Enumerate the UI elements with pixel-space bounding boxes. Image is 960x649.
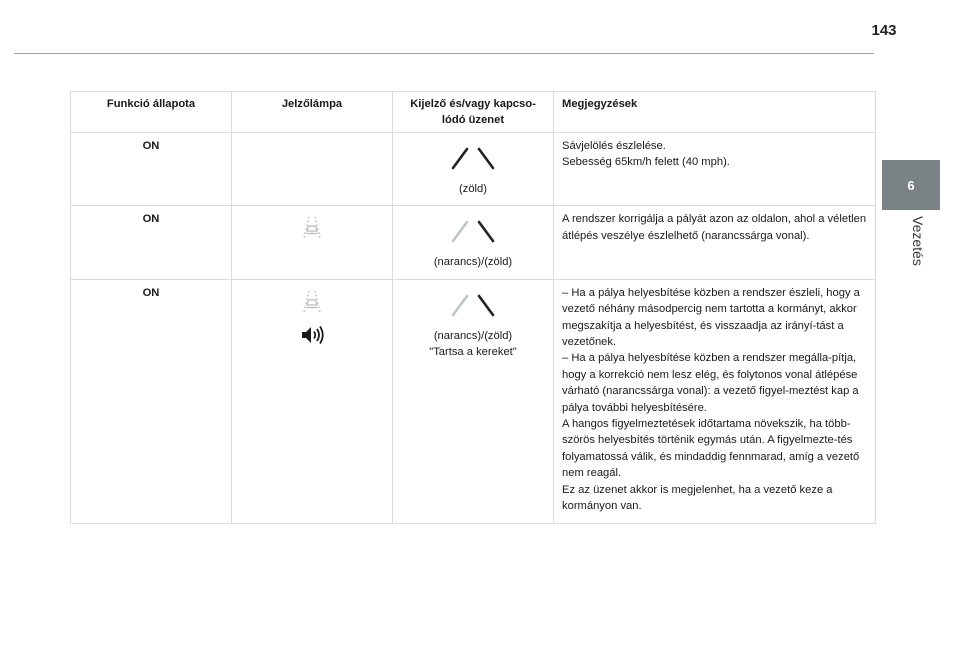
- note-paragraph: – Ha a pálya helyesbítése közben a rendszer megálla-pítja, hogy a korrekció nem lesz elég, és folytonos vonal átlépése várható (narancssárga vonal): a vezető figyel-meztést kap a pálya további helyesbítésére.: [562, 352, 859, 414]
- table-row: [71, 279, 876, 523]
- table-row: [71, 206, 876, 279]
- note-paragraph: – Ha a pálya helyesbítése közben a rendszer észleli, hogy a vezető néhány másodpercig nem tartotta a kormányt, akkor megszakítja a helyesbítést, és visszaadja az irányí-tást a vezetőnek.: [562, 286, 860, 349]
- header-function-state: Funkció állapota: [71, 92, 232, 133]
- header-display-message: Kijelző és/vagy kapcso-lódó üzenet: [393, 92, 554, 133]
- lane-marking-pair-icon: [443, 292, 503, 318]
- note-paragraph: A hangos figyelmeztetések időtartama növekszik, ha több-szörös helyesbítés történik egymás után. A figyelmezte-tés folyamatossá válik, és mindaddig fennmarad, amíg a vezető nem reagál.: [562, 418, 860, 480]
- note-paragraph: Sebesség 65km/h felett (40 mph).: [562, 156, 730, 169]
- speaker-sound-icon: [299, 324, 325, 346]
- lane-marking-pair-icon: [443, 145, 503, 171]
- display-message: "Tartsa a kereket": [429, 346, 517, 359]
- notes-cell: [554, 133, 876, 206]
- header-notes: Megjegyzések: [554, 92, 876, 133]
- notes-cell: [554, 279, 876, 523]
- warning-lamp-cell: [232, 279, 393, 523]
- display-color-text: (zöld): [459, 183, 487, 195]
- lane-marking-pair-icon: [443, 218, 503, 244]
- chapter-tab[interactable]: 6: [882, 160, 940, 210]
- display-cell: [393, 279, 554, 523]
- note-paragraph: A rendszer korrigálja a pályát azon az oldalon, ahol a véletlen átlépés veszélye észlelhető (narancssárga vonal).: [562, 213, 867, 242]
- display-cell: [393, 206, 554, 279]
- warning-lamp-cell: [232, 133, 393, 206]
- warning-lamp-cell: [232, 206, 393, 279]
- display-cell: [393, 133, 554, 206]
- function-state: ON: [71, 133, 232, 206]
- notes-cell: [554, 206, 876, 279]
- chapter-title: Vezetés: [910, 216, 926, 266]
- function-state: ON: [71, 279, 232, 523]
- table-header-row: [71, 92, 876, 133]
- page-number: 143: [871, 22, 897, 39]
- note-paragraph: Ez az üzenet akkor is megjelenhet, ha a vezető keze a kormányon van.: [562, 483, 833, 513]
- header-rule: [14, 53, 874, 54]
- header-warning-lamp: Jelzőlámpa: [232, 92, 393, 133]
- lane-keeping-warning-lamp-icon: [297, 214, 327, 240]
- note-paragraph: Sávjelölés észlelése.: [562, 140, 666, 152]
- display-color-text: (narancs)/(zöld): [433, 256, 513, 269]
- function-state: ON: [71, 206, 232, 279]
- display-color-text: (narancs)/(zöld): [433, 329, 513, 342]
- table-row: [71, 133, 876, 206]
- lane-keeping-warning-lamp-icon: [297, 288, 327, 314]
- lane-assist-table: [70, 91, 876, 524]
